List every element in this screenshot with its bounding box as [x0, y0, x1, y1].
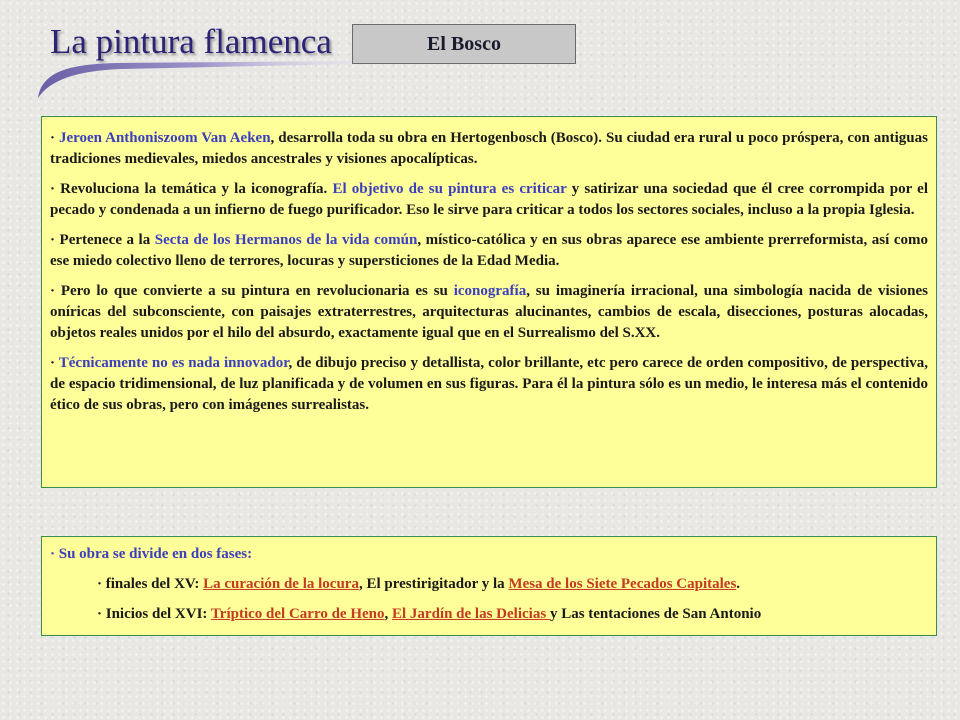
topic-label: El Bosco [352, 24, 576, 64]
link-mesa-pecados[interactable]: Mesa de los Siete Pecados Capitales [508, 576, 737, 592]
paragraph-name: · Jeroen Anthoniszoom Van Aeken, desarrolla toda su obra en Hertogenbosch (Bosco). Su ciudad era rural u poco próspera, con antiguas tradiciones medievales, miedos ancestrales y visiones apocalípticas. [50, 130, 928, 167]
highlight-iconography: iconografía [453, 283, 527, 299]
highlight-objective: El objetivo de su pintura es criticar [332, 181, 567, 197]
phase-early-xvi: · Inicios del XVI: Tríptico del Carro de Heno, El Jardín de las Delicias y Las tentaciones de San Antonio [97, 606, 762, 622]
paragraph-sect: · Pertenece a la Secta de los Hermanos de la vida común, místico-católica y en sus obras aparece ese ambiente prerreformista, así como ese miedo colectivo lleno de terrores, locuras y supersticiones de la Edad Media. [50, 232, 928, 269]
bio-panel [41, 116, 937, 488]
phases-panel [41, 536, 937, 636]
paragraph-theme: · Revoluciona la temática y la iconografía. El objetivo de su pintura es criticar y satirizar una sociedad que él cree corrompida por el pecado y condenada a un infierno de fuego purificador. Eso le sirve para criticar a todos los sectores sociales, incluso a la propia Iglesia. [50, 181, 928, 218]
phase-late-xv: · finales del XV: La curación de la locura, El prestirigitador y la Mesa de los Siete Pecados Capitales. [97, 576, 741, 592]
link-curacion-locura[interactable]: La curación de la locura [203, 576, 359, 592]
page-title: La pintura flamenca [50, 22, 332, 61]
title-swoosh-icon [28, 52, 358, 104]
highlight-sect: Secta de los Hermanos de la vida común [154, 232, 418, 248]
phases-heading: · Su obra se divide en dos fases: [50, 546, 253, 562]
highlight-name: Jeroen Anthoniszoom Van Aeken [58, 130, 271, 146]
paragraph-iconography: · Pero lo que convierte a su pintura en revolucionaria es su iconografía, su imaginería irracional, una simbología nacida de visiones oníricas del subconsciente, con paisajes extraterrestres, arquitecturas alucinantes, cambios de escala, disecciones, posturas alocadas, objetos reales unidos por el hilo del absurdo, exactamente igual que en el Surrealismo del S.XX. [50, 283, 928, 341]
paragraph-technique: · Técnicamente no es nada innovador, de dibujo preciso y detallista, color brillante, etc pero carece de orden compositivo, de perspectiva, de espacio tridimensional, de luz planificada y de volumen en sus figuras. Para él la pintura sólo es un medio, le interesa más el contenido ético de sus obras, pero con imágenes surrealistas. [50, 355, 928, 413]
link-carro-heno[interactable]: Tríptico del Carro de Heno [210, 606, 385, 622]
highlight-technique: Técnicamente no es nada innovador [58, 355, 289, 371]
link-jardin-delicias[interactable]: El Jardín de las Delicias [392, 606, 550, 622]
